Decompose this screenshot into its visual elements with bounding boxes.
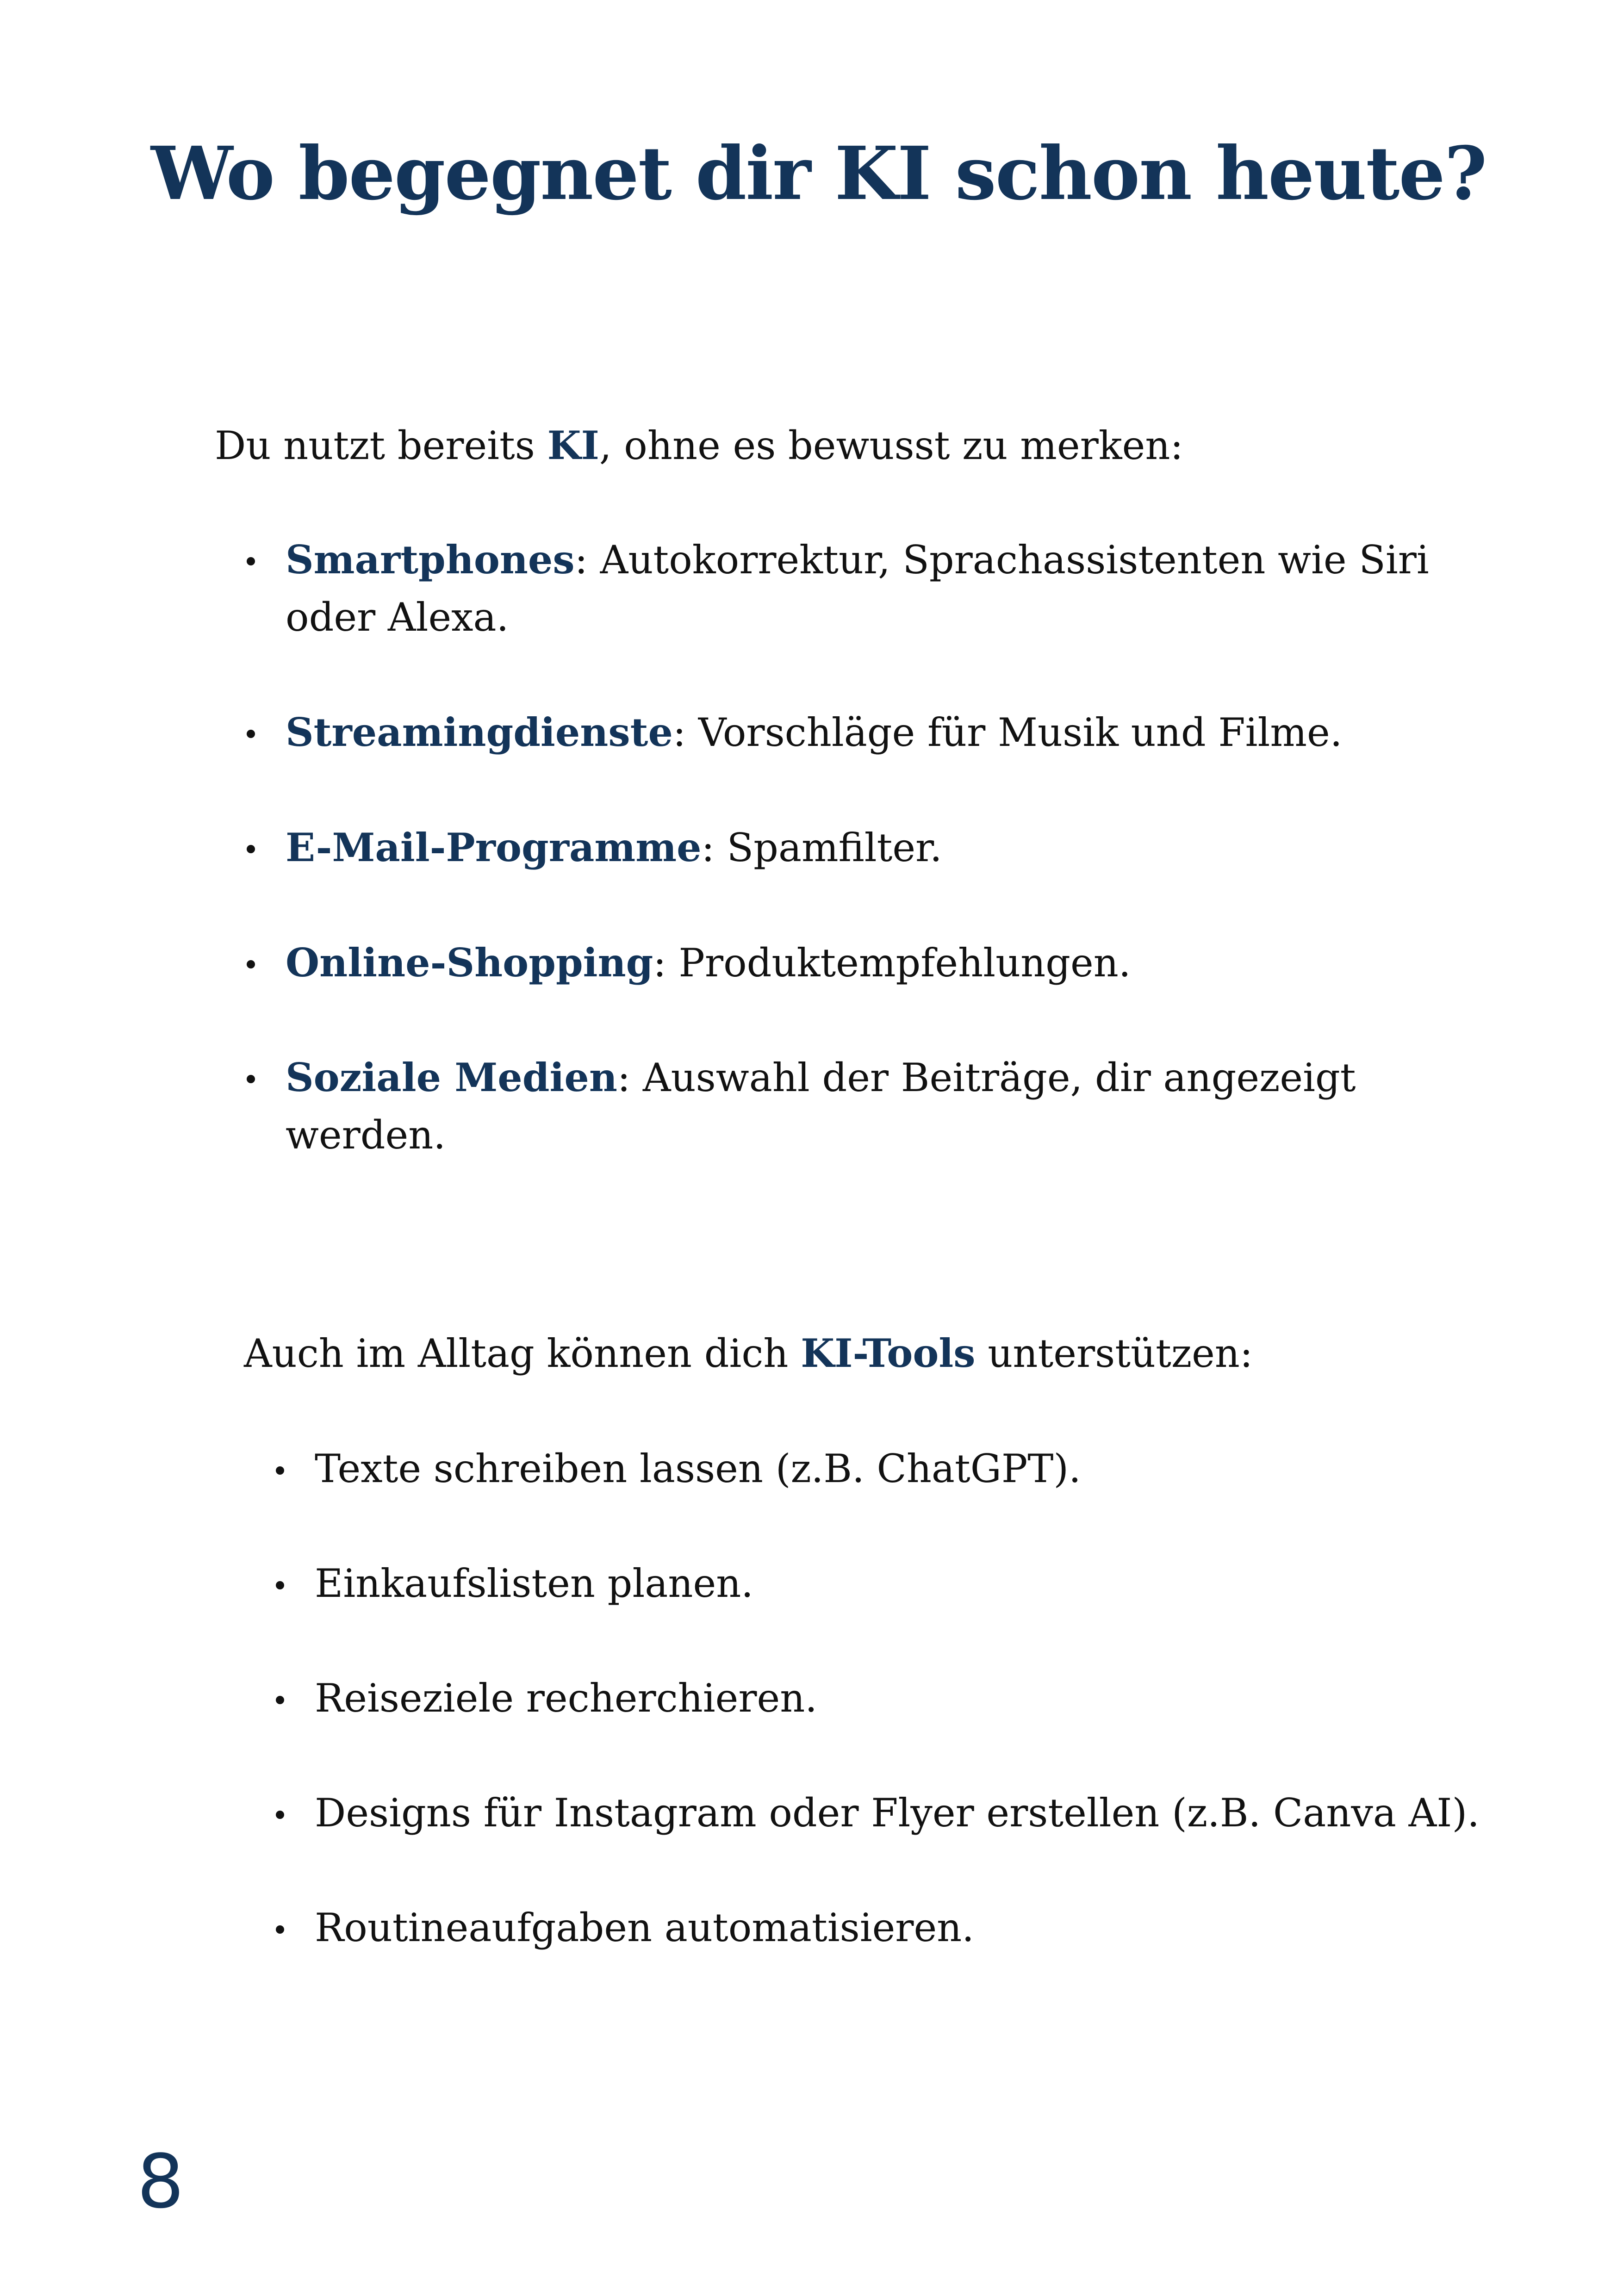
tools-intro-prefix: Auch im Alltag können dich xyxy=(244,1331,801,1376)
example-term: Streamingdienste xyxy=(286,709,673,755)
tools-intro-suffix: unterstützen: xyxy=(975,1331,1253,1376)
ki-tools-list xyxy=(273,1440,1523,1956)
example-term: Online-Shopping xyxy=(286,939,653,986)
example-term: Smartphones xyxy=(286,537,575,583)
page-title: Wo begegnet dir KI schon heute? xyxy=(151,131,1486,217)
list-item: Designs für Instagram oder Flyer erstellen (z.B. Canva AI). xyxy=(273,1785,1523,1842)
intro-prefix: Du nutzt bereits xyxy=(215,423,547,468)
list-item xyxy=(244,1049,1447,1164)
list-item xyxy=(244,819,1447,877)
intro-paragraph xyxy=(215,421,1183,470)
tools-intro-paragraph xyxy=(244,1329,1253,1378)
example-text: : Spamfilter. xyxy=(701,825,942,870)
intro-suffix: , ohne es bewusst zu merken: xyxy=(599,423,1183,468)
list-item xyxy=(244,531,1447,646)
example-text: : Auswahl der Beiträge, dir angezeigt werden. xyxy=(286,1055,1356,1158)
example-text: : Vorschläge für Musik und Filme. xyxy=(672,709,1343,755)
intro-highlight-ki: KI xyxy=(547,422,599,468)
list-item: Routineaufgaben automatisieren. xyxy=(273,1899,1523,1957)
list-item: Texte schreiben lassen (z.B. ChatGPT). xyxy=(273,1440,1523,1498)
list-item xyxy=(244,934,1447,992)
example-text: : Produktempfehlungen. xyxy=(653,940,1131,986)
list-item: Einkaufslisten planen. xyxy=(273,1555,1523,1613)
example-term: E-Mail-Programme xyxy=(286,824,702,870)
example-term: Soziale Medien xyxy=(286,1055,617,1101)
page-number: 8 xyxy=(137,2138,184,2225)
list-item xyxy=(244,704,1447,762)
example-text: : Autokorrektur, Sprachassistenten wie Siri oder Alexa. xyxy=(286,537,1429,640)
ki-examples-list xyxy=(244,531,1447,1164)
tools-intro-highlight: KI-Tools xyxy=(801,1330,976,1376)
list-item: Reiseziele recherchieren. xyxy=(273,1670,1523,1727)
